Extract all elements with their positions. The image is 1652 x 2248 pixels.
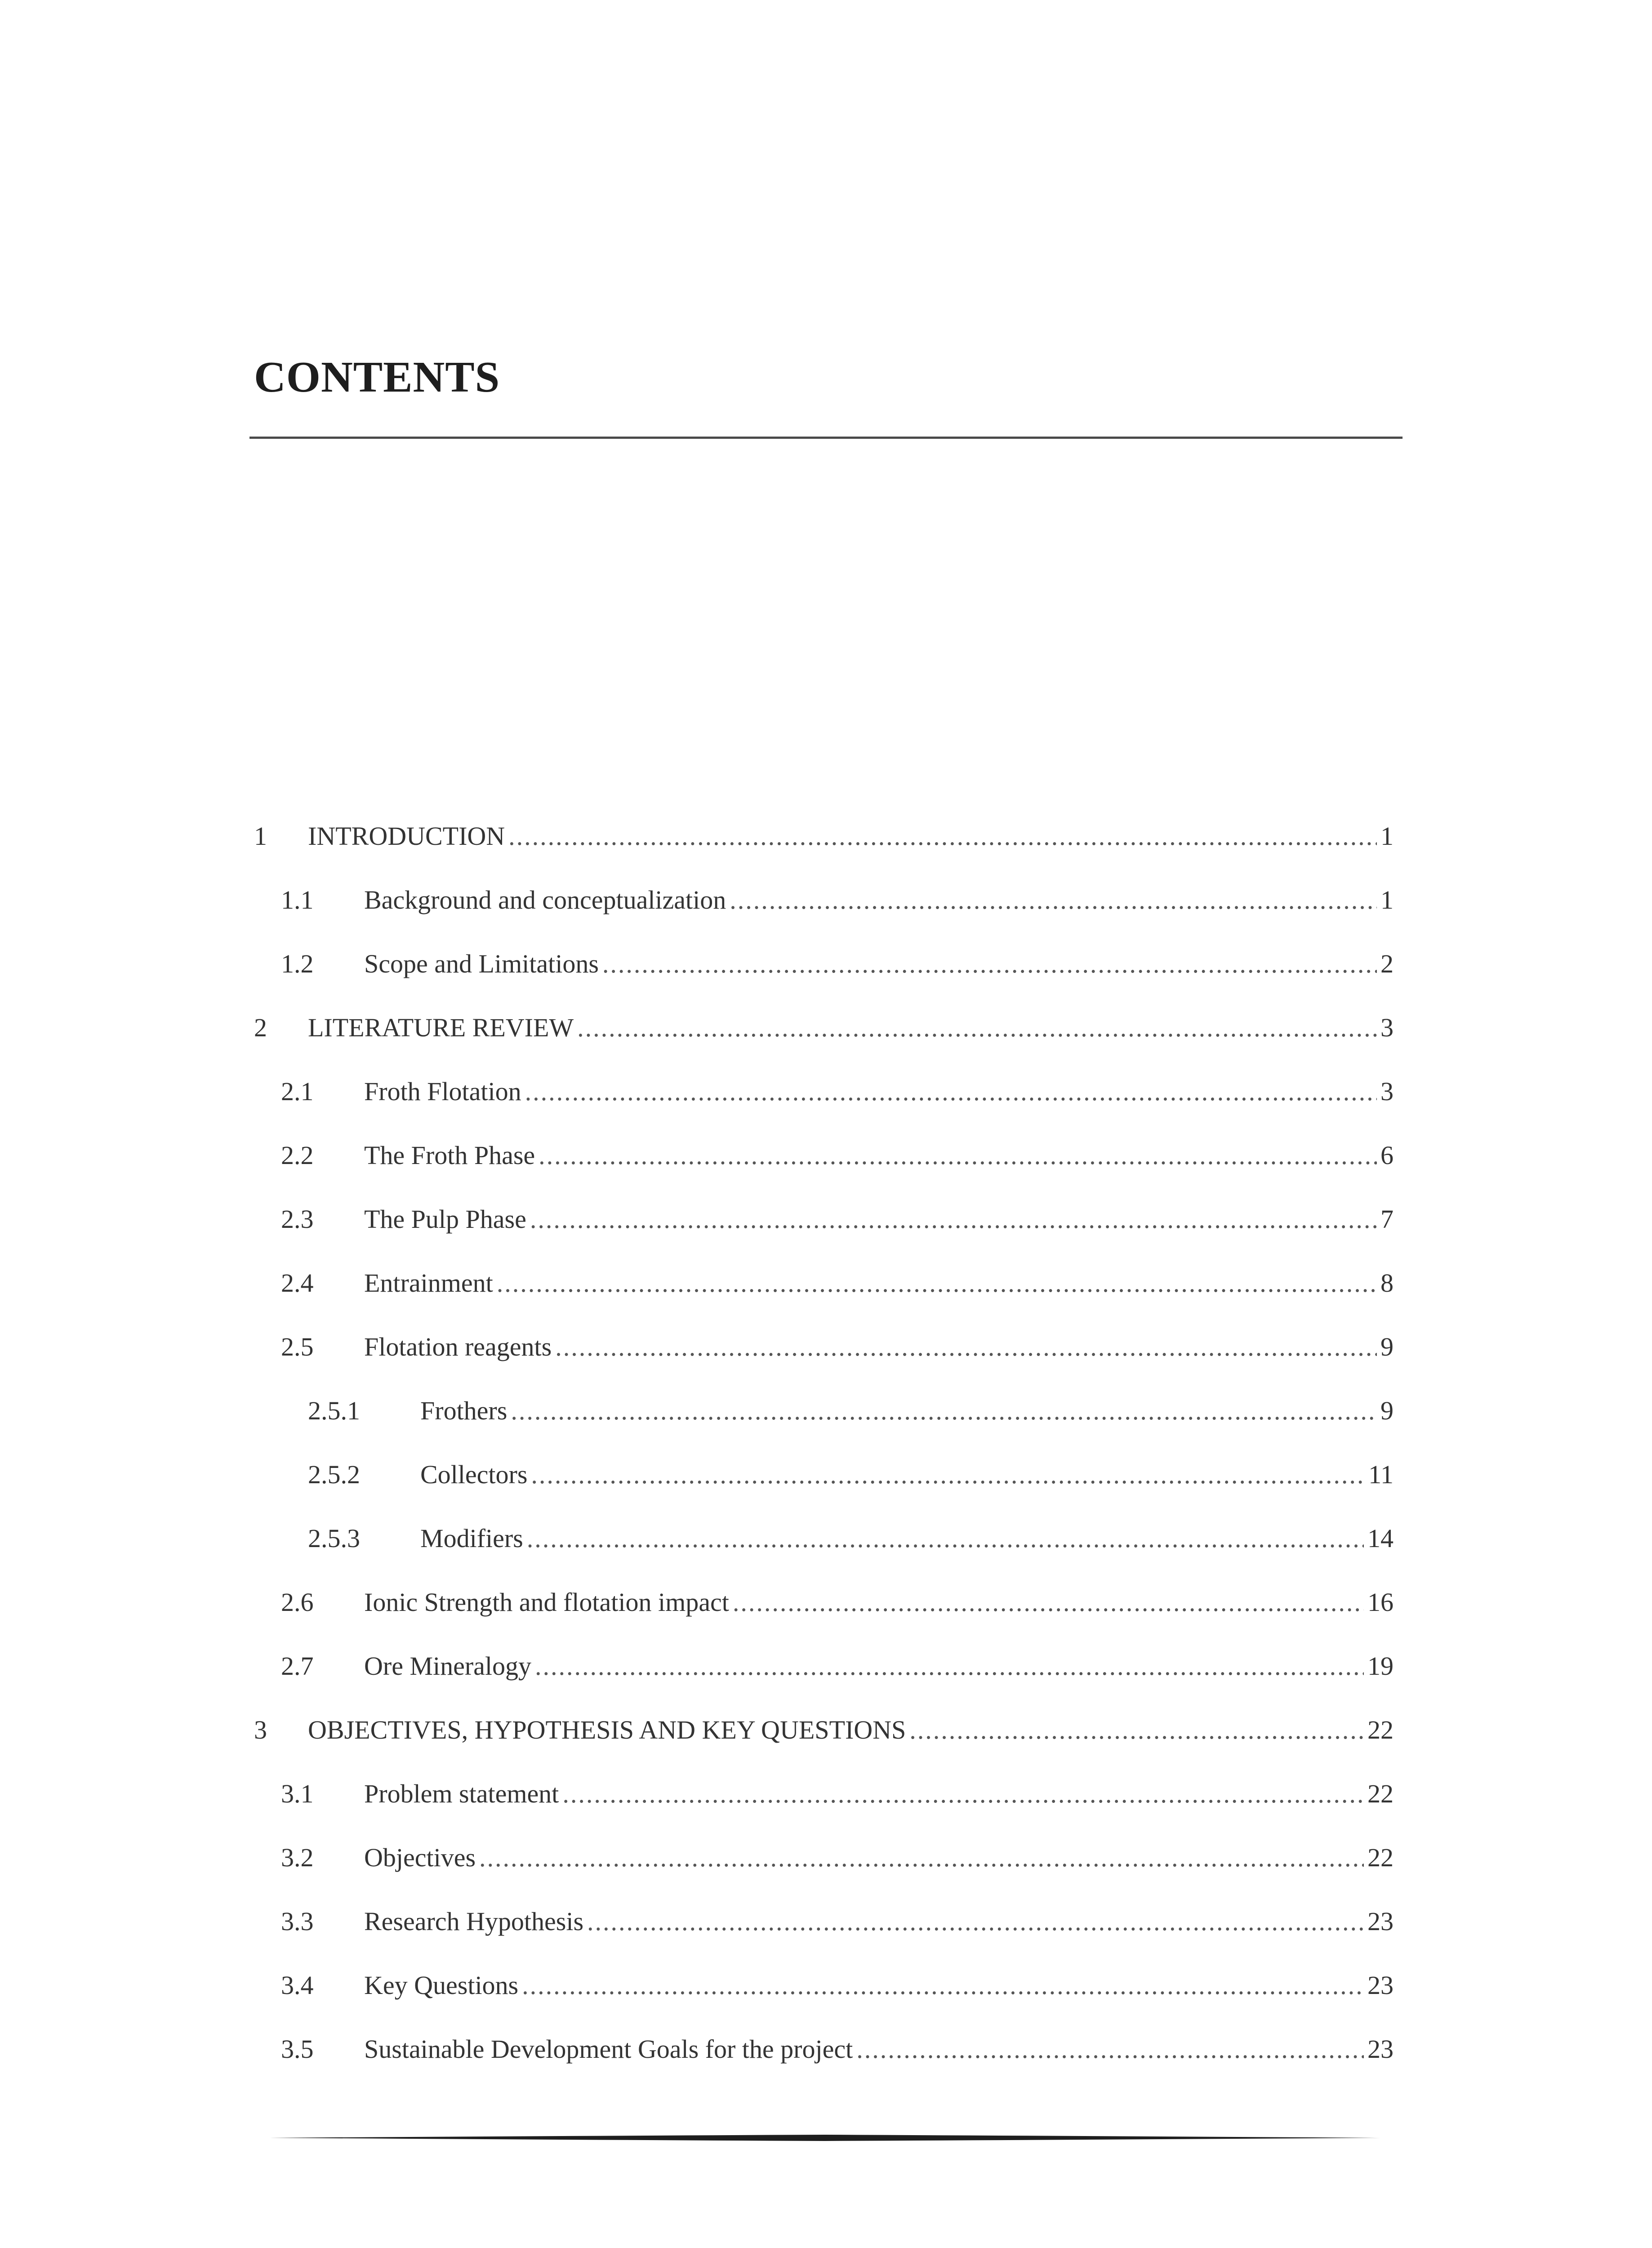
toc-entry-number: 3.5	[281, 2034, 314, 2064]
toc-entry[interactable]	[281, 1329, 1394, 1365]
toc-entry-title: Problem statement	[364, 1779, 559, 1808]
toc-entry-title: The Froth Phase	[364, 1141, 535, 1170]
toc-entry[interactable]	[254, 1712, 1394, 1748]
toc-entry-page: 14	[1367, 1524, 1394, 1553]
toc-entry-title: INTRODUCTION	[308, 821, 505, 851]
toc-entry-page: 23	[1367, 2034, 1394, 2064]
toc-entry-title: Sustainable Development Goals for the project	[364, 2034, 853, 2064]
toc-dot-leader	[602, 946, 1377, 982]
toc-dot-leader	[856, 2031, 1364, 2067]
toc-entry[interactable]	[254, 1010, 1394, 1046]
toc-entry-title: Modifiers	[420, 1524, 523, 1553]
toc-entry-title: Key Questions	[364, 1971, 519, 2000]
toc-entry[interactable]	[281, 1648, 1394, 1684]
toc-entry-title: Research Hypothesis	[364, 1907, 584, 1936]
toc-entry-page: 2	[1380, 949, 1394, 978]
toc-entry-number: 3.4	[281, 1971, 314, 2000]
toc-entry[interactable]	[281, 1584, 1394, 1620]
toc-entry-number: 2.3	[281, 1204, 314, 1234]
toc-entry-page: 3	[1380, 1077, 1394, 1106]
toc-dot-leader	[479, 1840, 1364, 1876]
toc-entry-title: OBJECTIVES, HYPOTHESIS AND KEY QUESTIONS	[308, 1715, 906, 1744]
page-title: CONTENTS	[254, 353, 500, 401]
toc-entry[interactable]	[281, 882, 1394, 918]
toc-entry-page: 16	[1367, 1588, 1394, 1617]
toc-dot-leader	[577, 1010, 1377, 1046]
toc-dot-leader	[525, 1074, 1377, 1110]
toc-entry-title: Froth Flotation	[364, 1077, 521, 1106]
toc-entry-page: 19	[1367, 1651, 1394, 1681]
toc-entry[interactable]	[281, 1967, 1394, 2003]
toc-entry-number: 2.5	[281, 1332, 314, 1361]
toc-entry-title: Frothers	[420, 1396, 508, 1425]
toc-entry-number: 3.3	[281, 1907, 314, 1936]
toc-entry-number: 3.1	[281, 1779, 314, 1808]
toc-entry-title: Ore Mineralogy	[364, 1651, 532, 1681]
bottom-divider	[270, 2133, 1380, 2142]
toc-entry-page: 23	[1367, 1971, 1394, 2000]
toc-entry[interactable]	[281, 1137, 1394, 1173]
toc-entry-number: 1.2	[281, 949, 314, 978]
toc-entry-number: 2.5.1	[308, 1396, 360, 1425]
toc-entry-page: 1	[1380, 885, 1394, 914]
toc-dot-leader	[562, 1776, 1364, 1812]
toc-entry-number: 2.6	[281, 1588, 314, 1617]
toc-entry-number: 2.5.3	[308, 1524, 360, 1553]
toc-entry-page: 22	[1367, 1843, 1394, 1872]
toc-entry-page: 9	[1380, 1396, 1394, 1425]
toc-entry-page: 6	[1380, 1141, 1394, 1170]
toc-dot-leader	[587, 1904, 1364, 1940]
toc-dot-leader	[530, 1201, 1377, 1237]
toc-entry[interactable]	[281, 1201, 1394, 1237]
toc-entry-page: 11	[1368, 1460, 1394, 1489]
toc-entry[interactable]	[281, 1904, 1394, 1940]
toc-entry-title: Entrainment	[364, 1268, 493, 1298]
toc-entry[interactable]	[308, 1521, 1394, 1557]
toc-entry-title: Scope and Limitations	[364, 949, 599, 978]
toc-entry-number: 2.5.2	[308, 1460, 360, 1489]
toc-entry-page: 23	[1367, 1907, 1394, 1936]
toc-entry[interactable]	[308, 1393, 1394, 1429]
toc-entry-page: 3	[1380, 1013, 1394, 1042]
toc-entry[interactable]	[308, 1457, 1394, 1493]
toc-entry[interactable]	[281, 1776, 1394, 1812]
toc-entry-number: 1	[254, 821, 267, 851]
toc-entry-page: 7	[1380, 1204, 1394, 1234]
toc-entry-number: 3.2	[281, 1843, 314, 1872]
toc-dot-leader	[497, 1265, 1377, 1301]
toc-entry-number: 3	[254, 1715, 267, 1744]
toc-dot-leader	[909, 1712, 1364, 1748]
toc-entry[interactable]	[281, 1074, 1394, 1110]
toc-entry[interactable]	[281, 2031, 1394, 2067]
toc-dot-leader	[730, 882, 1377, 918]
toc-entry[interactable]	[281, 946, 1394, 982]
toc-dot-leader	[531, 1457, 1365, 1493]
toc-dot-leader	[555, 1329, 1377, 1365]
toc-entry-title: Objectives	[364, 1843, 476, 1872]
toc-entry-title: The Pulp Phase	[364, 1204, 526, 1234]
toc-entry-number: 2.7	[281, 1651, 314, 1681]
toc-dot-leader	[535, 1648, 1364, 1684]
toc-entry-title: Ionic Strength and flotation impact	[364, 1588, 729, 1617]
toc-entry-number: 2.4	[281, 1268, 314, 1298]
toc-dot-leader	[508, 818, 1377, 854]
toc-entry-number: 1.1	[281, 885, 314, 914]
toc-dot-leader	[511, 1393, 1377, 1429]
toc-dot-leader	[539, 1137, 1377, 1173]
toc-dot-leader	[522, 1967, 1364, 2003]
toc-entry[interactable]	[281, 1265, 1394, 1301]
toc-entry-page: 22	[1367, 1715, 1394, 1744]
toc-dot-leader	[527, 1521, 1364, 1557]
toc-entry-page: 9	[1380, 1332, 1394, 1361]
toc-entry-title: Background and conceptualization	[364, 885, 726, 914]
toc-entry-number: 2.1	[281, 1077, 314, 1106]
toc-entry-page: 8	[1380, 1268, 1394, 1298]
toc-entry-title: LITERATURE REVIEW	[308, 1013, 574, 1042]
toc-entry-page: 1	[1380, 821, 1394, 851]
toc-dot-leader	[733, 1584, 1364, 1620]
toc-entry-number: 2.2	[281, 1141, 314, 1170]
toc-entry-page: 22	[1367, 1779, 1394, 1808]
toc-entry-title: Flotation reagents	[364, 1332, 552, 1361]
toc-entry-title: Collectors	[420, 1460, 528, 1489]
toc-entry[interactable]	[281, 1840, 1394, 1876]
toc-entry-number: 2	[254, 1013, 267, 1042]
toc-entry[interactable]	[254, 818, 1394, 854]
